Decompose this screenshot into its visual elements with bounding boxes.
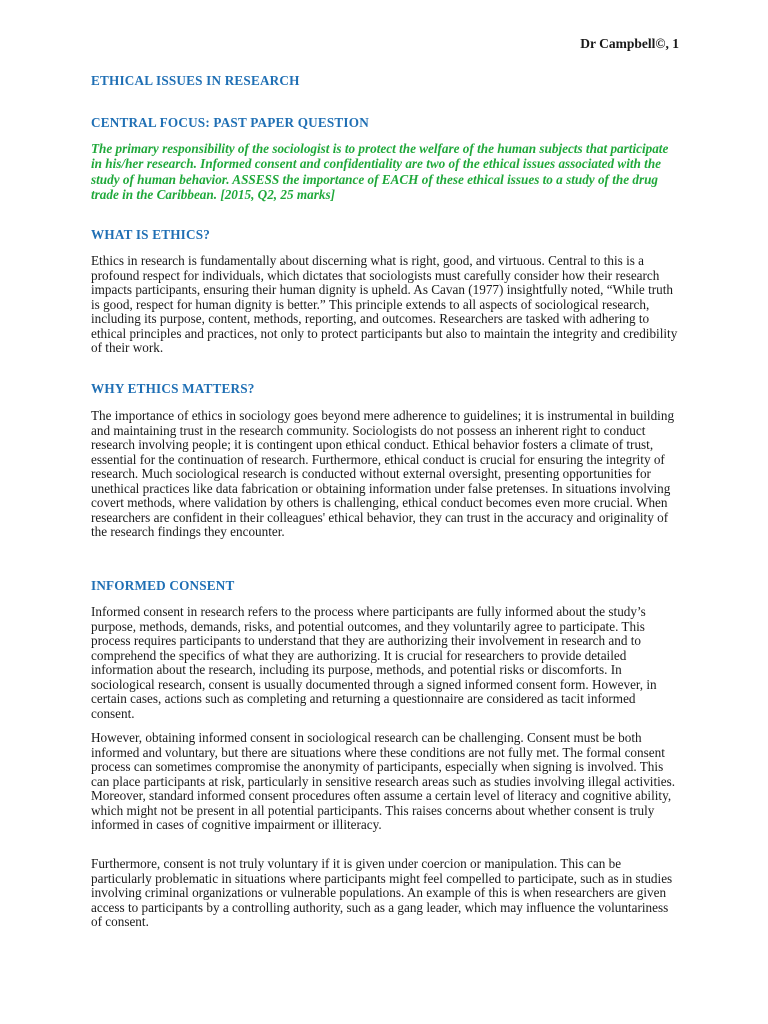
- running-header: Dr Campbell©, 1: [580, 36, 679, 51]
- paragraph-why-ethics-matters: The importance of ethics in sociology goes beyond mere adherence to guidelines; it is instrumental in building and maintaining trust in the research community. Sociologists do not possess an inherent right to conduct research involving people; it is contingent upon ethical conduct. Ethical behavior fosters a climate of trust, essential for the continuation of research. Furthermore, ethical conduct is crucial for ensuring the integrity of research. Much sociological research is conducted without external oversight, presenting opportunities for unethical practices like data fabrication or obtaining information under false pretenses. In situations involving covert methods, where validation by others is challenging, ethical conduct becomes even more crucial. When researchers are confident in their colleagues' ethical behavior, they can trust in the accuracy and originality of the research findings they encounter.: [91, 408, 675, 540]
- paragraph-what-is-ethics: Ethics in research is fundamentally about discerning what is right, good, and virtuous. Central to this is a profound respect for individuals, which dictates that sociologists must carefully consider how their research impacts participants, ensuring their human dignity is upheld. As Cavan (1977) insightfully noted, “While truth is good, respect for human dignity is better.” This principle extends to all aspects of sociological research, including its purpose, content, methods, reporting, and outcomes. Researchers are tasked with adhering to ethical principles and practices, not only to protect participants but also to maintain the integrity and credibility of their work.: [91, 253, 678, 356]
- paragraph-informed-consent-3: Furthermore, consent is not truly voluntary if it is given under coercion or manipulation. This can be particularly problematic in situations where participants might feel compelled to participate, such as in studies involving criminal organizations or vulnerable populations. An example of this is when researchers are given access to participants by a controlling authority, such as a gang leader, which may influence the voluntariness of consent.: [91, 856, 673, 930]
- section-heading-informed-consent: INFORMED CONSENT: [91, 578, 235, 593]
- past-paper-question: The primary responsibility of the sociologist is to protect the welfare of the human subjects that participate in his/her research. Informed consent and confidentiality are two of the ethical issues associated with the study of human behavior. ASSESS the importance of EACH of these ethical issues to a study of the drug trade in the Caribbean. [2015, Q2, 25 marks]: [91, 141, 669, 203]
- central-focus-heading: CENTRAL FOCUS: PAST PAPER QUESTION: [91, 115, 369, 130]
- paragraph-informed-consent-1: Informed consent in research refers to the process where participants are fully informed about the study’s purpose, methods, demands, risks, and potential outcomes, and they voluntarily agree to participate. This process requires participants to understand that they are authorizing their involvement in research and to comprehend the specifics of what they are authorizing. It is crucial for researchers to provide detailed information about the research, including its purpose, methods, and potential risks or discomforts. In sociological research, consent is usually documented through a signed informed consent form. However, in certain cases, actions such as completing and returning a questionnaire are considered as tacit informed consent.: [91, 604, 657, 721]
- document-title: ETHICAL ISSUES IN RESEARCH: [91, 73, 300, 88]
- section-heading-what-is-ethics: WHAT IS ETHICS?: [91, 227, 211, 242]
- section-heading-why-ethics-matters: WHY ETHICS MATTERS?: [91, 381, 255, 396]
- paragraph-informed-consent-2: However, obtaining informed consent in sociological research can be challenging. Consent must be both informed and voluntary, but there are situations where these conditions are not fully met. The formal consent process can sometimes compromise the anonymity of participants, especially when signing is involved. This can place participants at risk, particularly in sensitive research areas such as studies involving illegal activities. Moreover, standard informed consent procedures often assume a certain level of literacy and cognitive ability, which might not be present in all potential participants. This raises concerns about whether consent is truly informed in cases of cognitive impairment or illiteracy.: [91, 730, 676, 833]
